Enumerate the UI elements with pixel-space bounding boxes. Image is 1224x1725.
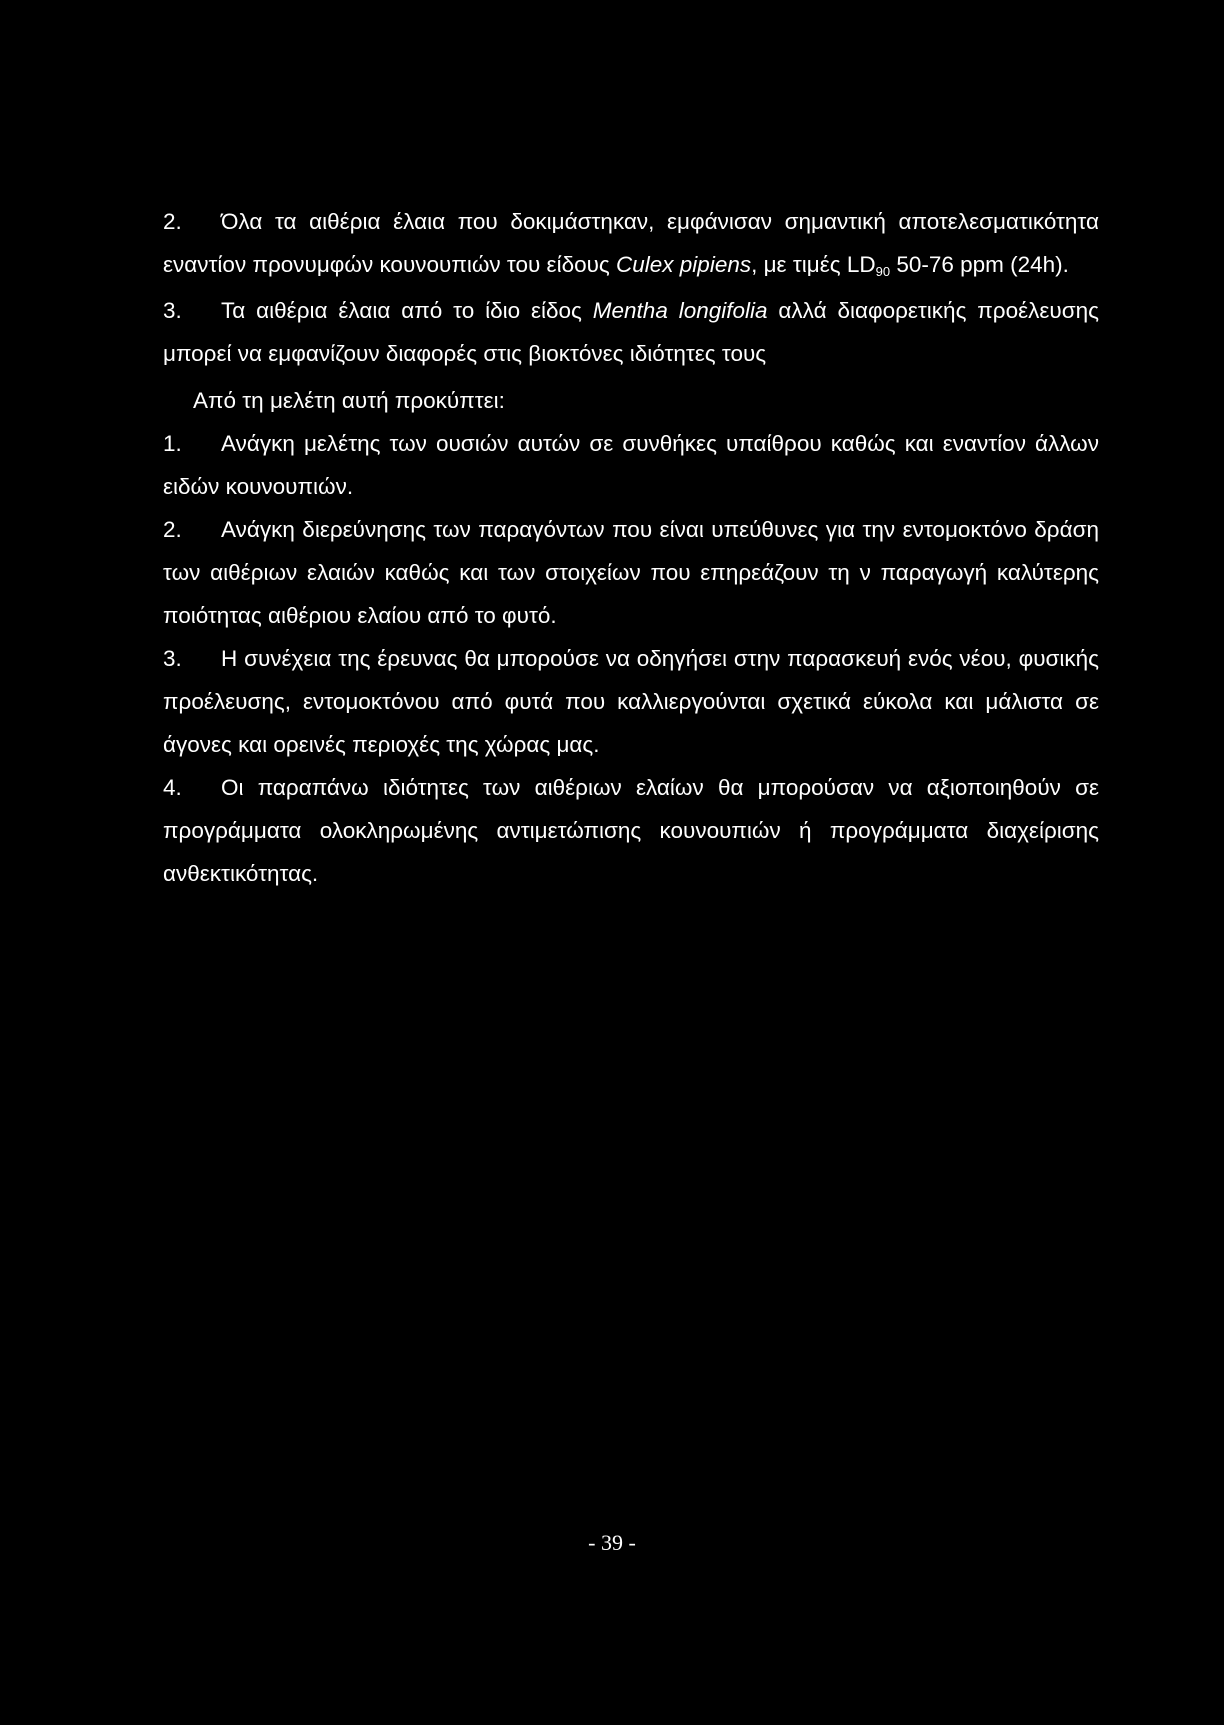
subscript: 90: [875, 264, 891, 279]
item-number: 1.: [163, 431, 182, 456]
item-text: Ανάγκη μελέτης των ουσιών αυτών σε συνθήκες υπαίθρου καθώς και εναντίον άλλων ειδών κουνουπιών.: [163, 431, 1099, 499]
result-item-2: [163, 200, 1099, 289]
conclusion-item-4: [163, 766, 1099, 895]
item-text: Η συνέχεια της έρευνας θα μπορούσε να οδηγήσει στην παρασκευή ενός νέου, φυσικής προέλευσης, εντομοκτόνου από φυτά που καλλιεργούνται σχετικά εύκολα και μάλιστα σε άγονες και ορεινές περιοχές της χώρας μας.: [163, 646, 1099, 757]
item-number: 2.: [163, 209, 182, 234]
conclusion-item-1: [163, 422, 1099, 508]
item-text: Όλα τα αιθέρια έλαια που δοκιμάστηκαν, εμφάνισαν σημαντική αποτελεσματικότητα εναντίον προνυμφών κουνουπιών του είδους: [163, 209, 1099, 277]
item-text: Ανάγκη διερεύνησης των παραγόντων που είναι υπεύθυνες για την εντομοκτόνο δράση των αιθέριων ελαιών καθώς και των στοιχείων που επηρεάζουν τη ν παραγωγή καλύτερης ποιότητας αιθέριου ελαίου από το φυτό.: [163, 517, 1099, 628]
result-item-3: [163, 289, 1099, 375]
item-number: 4.: [163, 775, 182, 800]
item-number: 3.: [163, 298, 182, 323]
item-text: Οι παραπάνω ιδιότητες των αιθέριων ελαίων θα μπορούσαν να αξιοποιηθούν σε προγράμματα ολοκληρωμένης αντιμετώπισης κουνουπιών ή προγράμματα διαχείρισης ανθεκτικότητας.: [163, 775, 1099, 886]
item-number: 3.: [163, 646, 182, 671]
item-text: Τα αιθέρια έλαια από το ίδιο είδος: [221, 298, 593, 323]
conclusions-intro: Από τη μελέτη αυτή προκύπτει:: [193, 388, 505, 413]
conclusion-item-2: [163, 508, 1099, 637]
item-text: 50-76 ppm (24h).: [890, 252, 1069, 277]
document-body: [163, 200, 1099, 895]
page-number: - 39 -: [588, 1530, 636, 1555]
item-number: 2.: [163, 517, 182, 542]
species-name: Culex pipiens: [616, 252, 752, 277]
item-text: αλλά διαφορετικής προέλευσης μπορεί να εμφανίζουν διαφορές στις βιοκτόνες ιδιότητες τους: [163, 298, 1099, 366]
conclusion-item-3: [163, 637, 1099, 766]
species-name: Mentha longifolia: [592, 298, 768, 323]
item-text: , με τιμές LD: [751, 252, 876, 277]
